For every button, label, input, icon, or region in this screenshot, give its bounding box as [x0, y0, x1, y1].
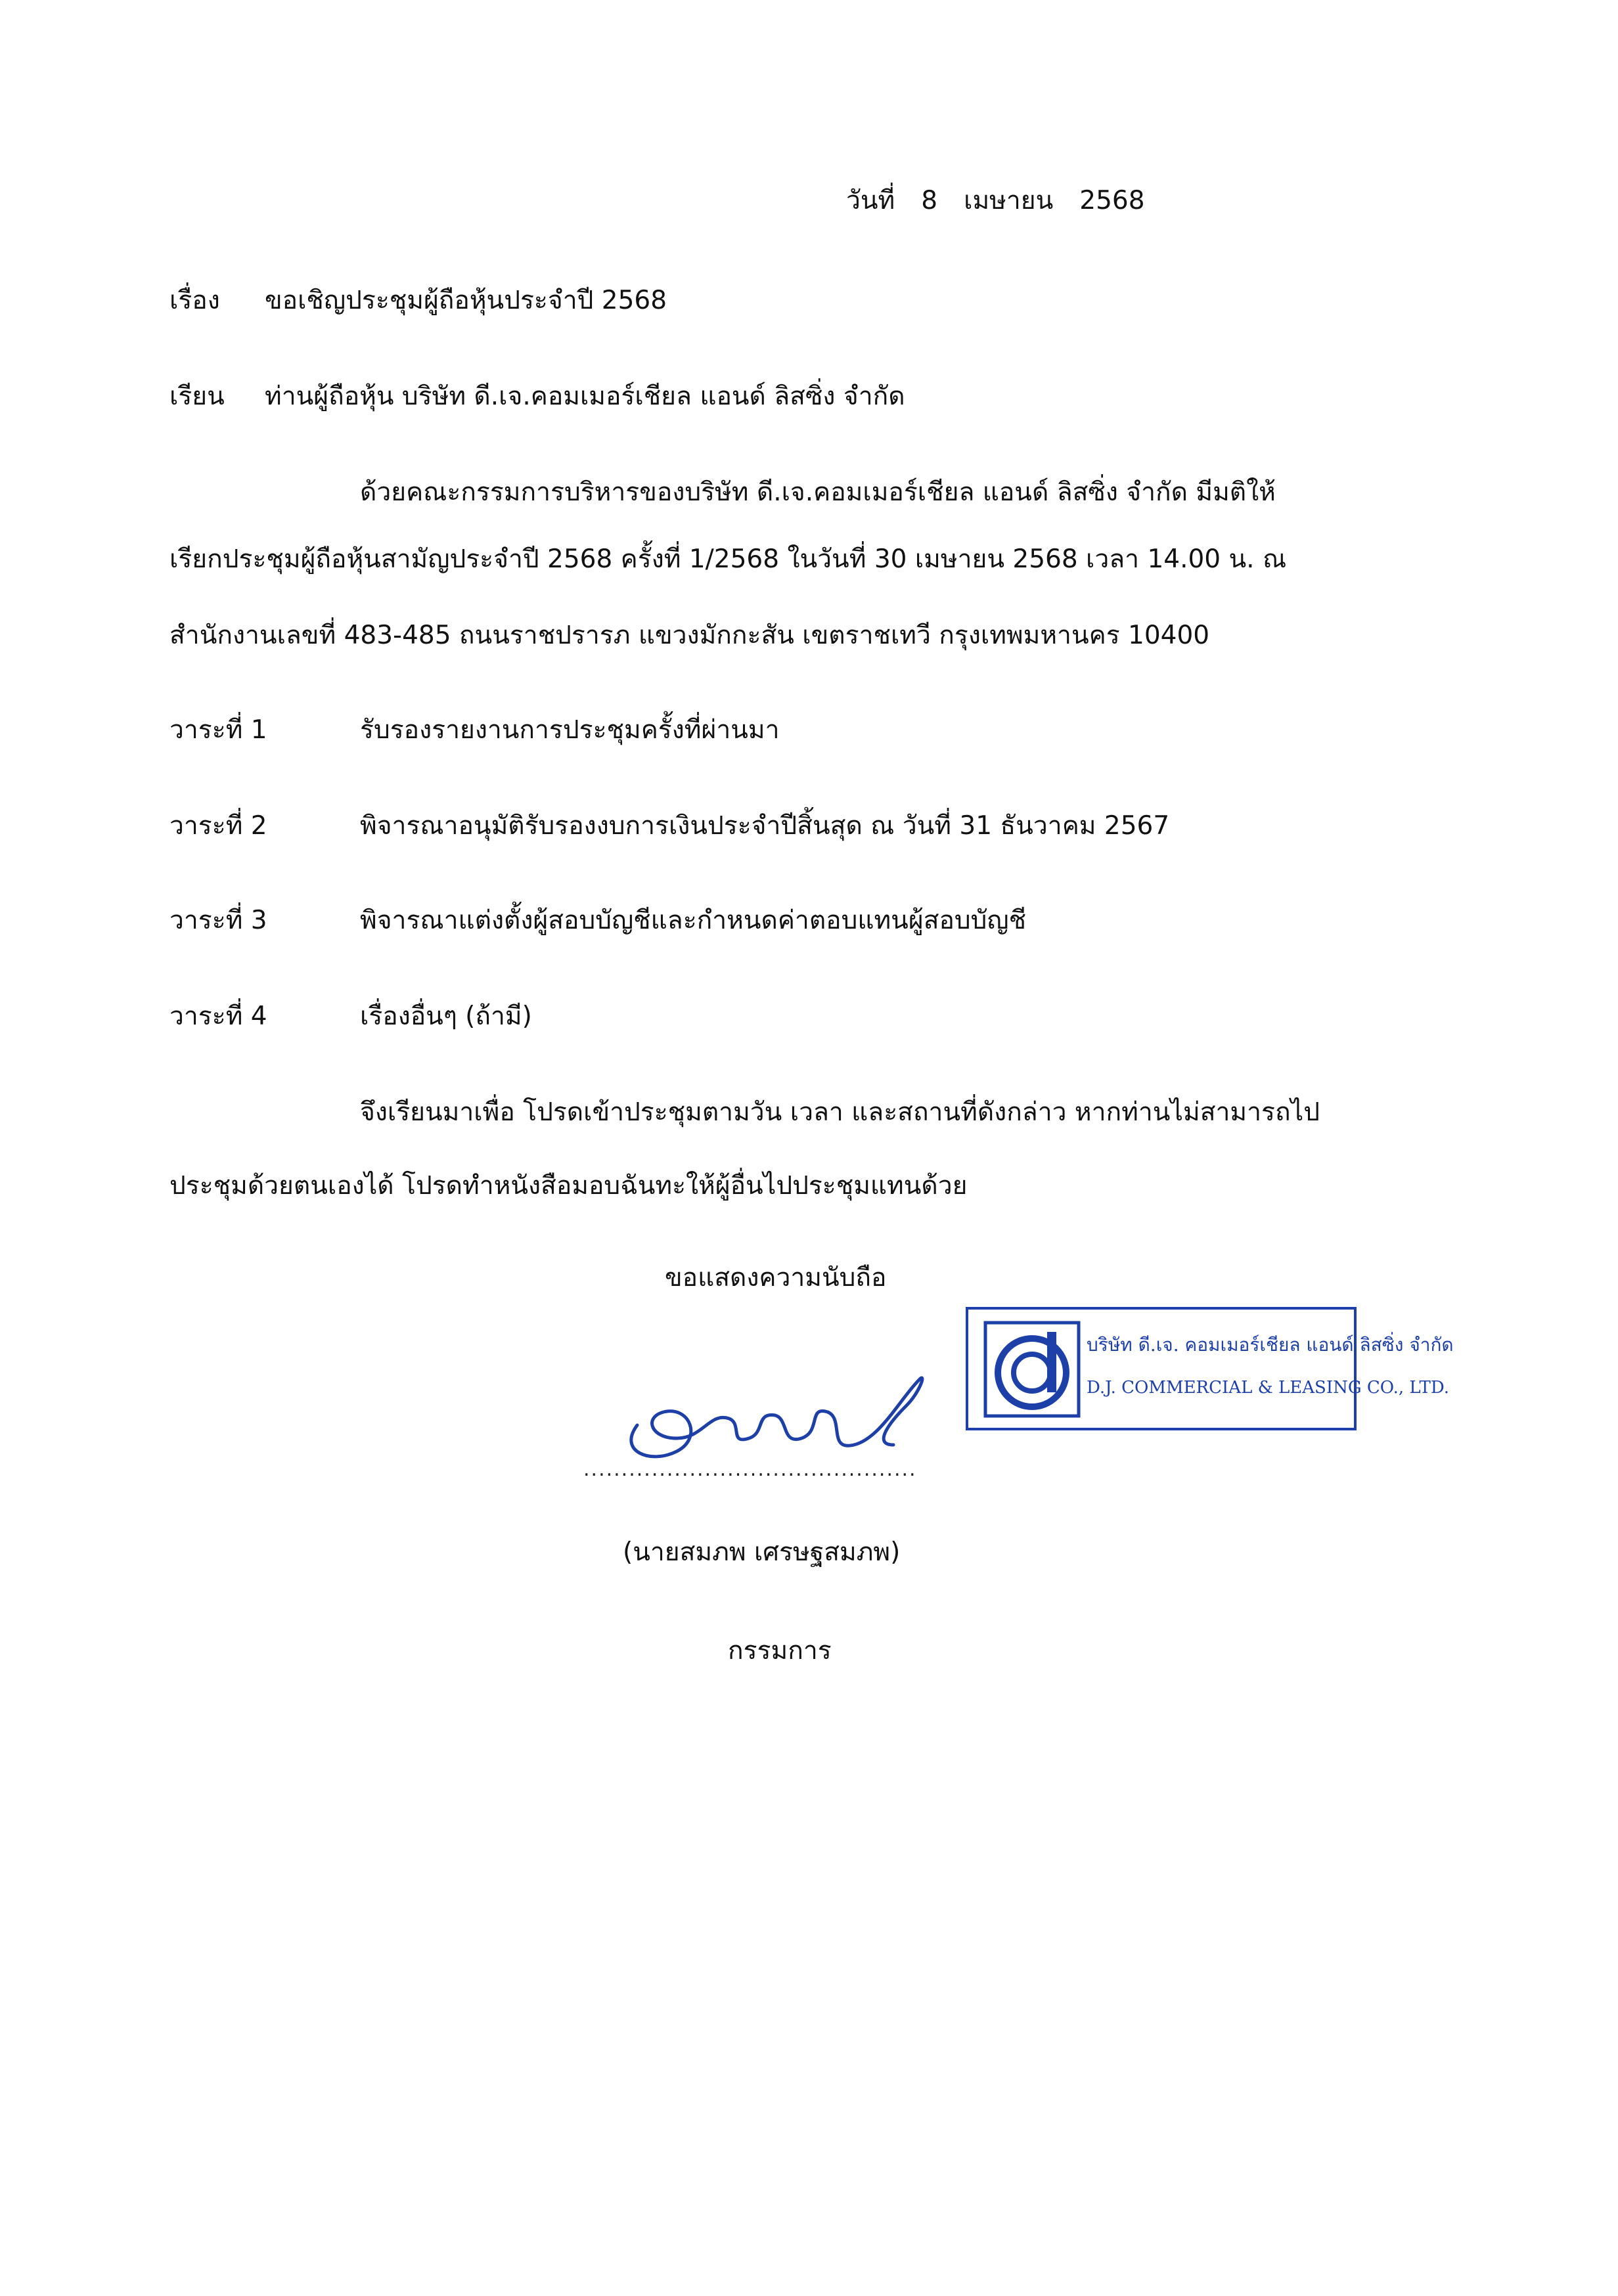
intro-line-3: สำนักงานเลขที่ 483-485 ถนนราชปรารภ แขวงมักกะสัน เขตราชเทวี กรุงเทพมหานคร 10400: [169, 621, 1210, 650]
agenda-label: วาระที่ 4: [169, 1002, 267, 1031]
agenda-item-2: [169, 806, 1169, 846]
agenda-item-3: [169, 901, 1026, 940]
date-label: วันที่: [846, 186, 895, 215]
agenda-text: เรื่องอื่นๆ (ถ้ามี): [360, 1002, 532, 1031]
agenda-item-4: [169, 997, 532, 1036]
letter-date: [846, 181, 1145, 221]
agenda-label: วาระที่ 1: [169, 715, 267, 745]
stamp-company-th: บริษัท ดี.เจ. คอมเมอร์เชียล แอนด์ ลิสซิ่ง จำกัด: [1087, 1334, 1454, 1356]
stamp-company-en: D.J. COMMERCIAL & LEASING CO., LTD.: [1087, 1378, 1450, 1398]
subject-label: เรื่อง: [169, 286, 220, 315]
signoff: ขอแสดงความนับถือ: [665, 1263, 887, 1292]
handwritten-signature: [611, 1340, 953, 1471]
closing-line-1: จึงเรียนมาเพื่อ โปรดเข้าประชุมตามวัน เวลา และสถานที่ดังกล่าว หากท่านไม่สามารถไป: [360, 1097, 1320, 1127]
signatory-title: กรรมการ: [728, 1636, 832, 1666]
agenda-text: รับรองรายงานการประชุมครั้งที่ผ่านมา: [360, 715, 780, 745]
signature-line: ............................................: [583, 1458, 917, 1481]
company-logo-icon: [983, 1320, 1081, 1419]
recipient-label: เรียน: [169, 382, 225, 411]
date-year: 2568: [1079, 186, 1145, 215]
recipient-line: [169, 377, 905, 416]
agenda-text: พิจารณาอนุมัติรับรองงบการเงินประจำปีสิ้นสุด ณ วันที่ 31 ธันวาคม 2567: [360, 811, 1170, 841]
date-month: เมษายน: [964, 186, 1054, 215]
agenda-label: วาระที่ 2: [169, 811, 267, 841]
date-day: 8: [921, 186, 938, 215]
company-stamp: [966, 1307, 1454, 1430]
subject-text: ขอเชิญประชุมผู้ถือหุ้นประจำปี 2568: [265, 286, 667, 315]
intro-line-2: เรียกประชุมผู้ถือหุ้นสามัญประจำปี 2568 ครั้งที่ 1/2568 ในวันที่ 30 เมษายน 2568 เวลา 14.00 น. ณ: [169, 544, 1287, 574]
closing-line-2: ประชุมด้วยตนเองได้ โปรดทำหนังสือมอบฉันทะให้ผู้อื่นไปประชุมแทนด้วย: [169, 1171, 968, 1201]
recipient-text: ท่านผู้ถือหุ้น บริษัท ดี.เจ.คอมเมอร์เชียล แอนด์ ลิสซิ่ง จำกัด: [265, 382, 905, 411]
agenda-text: พิจารณาแต่งตั้งผู้สอบบัญชีและกำหนดค่าตอบแทนผู้สอบบัญชี: [360, 906, 1027, 935]
agenda-item-1: [169, 711, 780, 750]
agenda-label: วาระที่ 3: [169, 906, 267, 935]
subject-line: [169, 281, 667, 320]
signatory-name: (นายสมภพ เศรษฐสมภพ): [623, 1537, 901, 1567]
intro-line-1: ด้วยคณะกรรมการบริหารของบริษัท ดี.เจ.คอมเมอร์เชียล แอนด์ ลิสซิ่ง จำกัด มีมติให้: [360, 477, 1276, 507]
